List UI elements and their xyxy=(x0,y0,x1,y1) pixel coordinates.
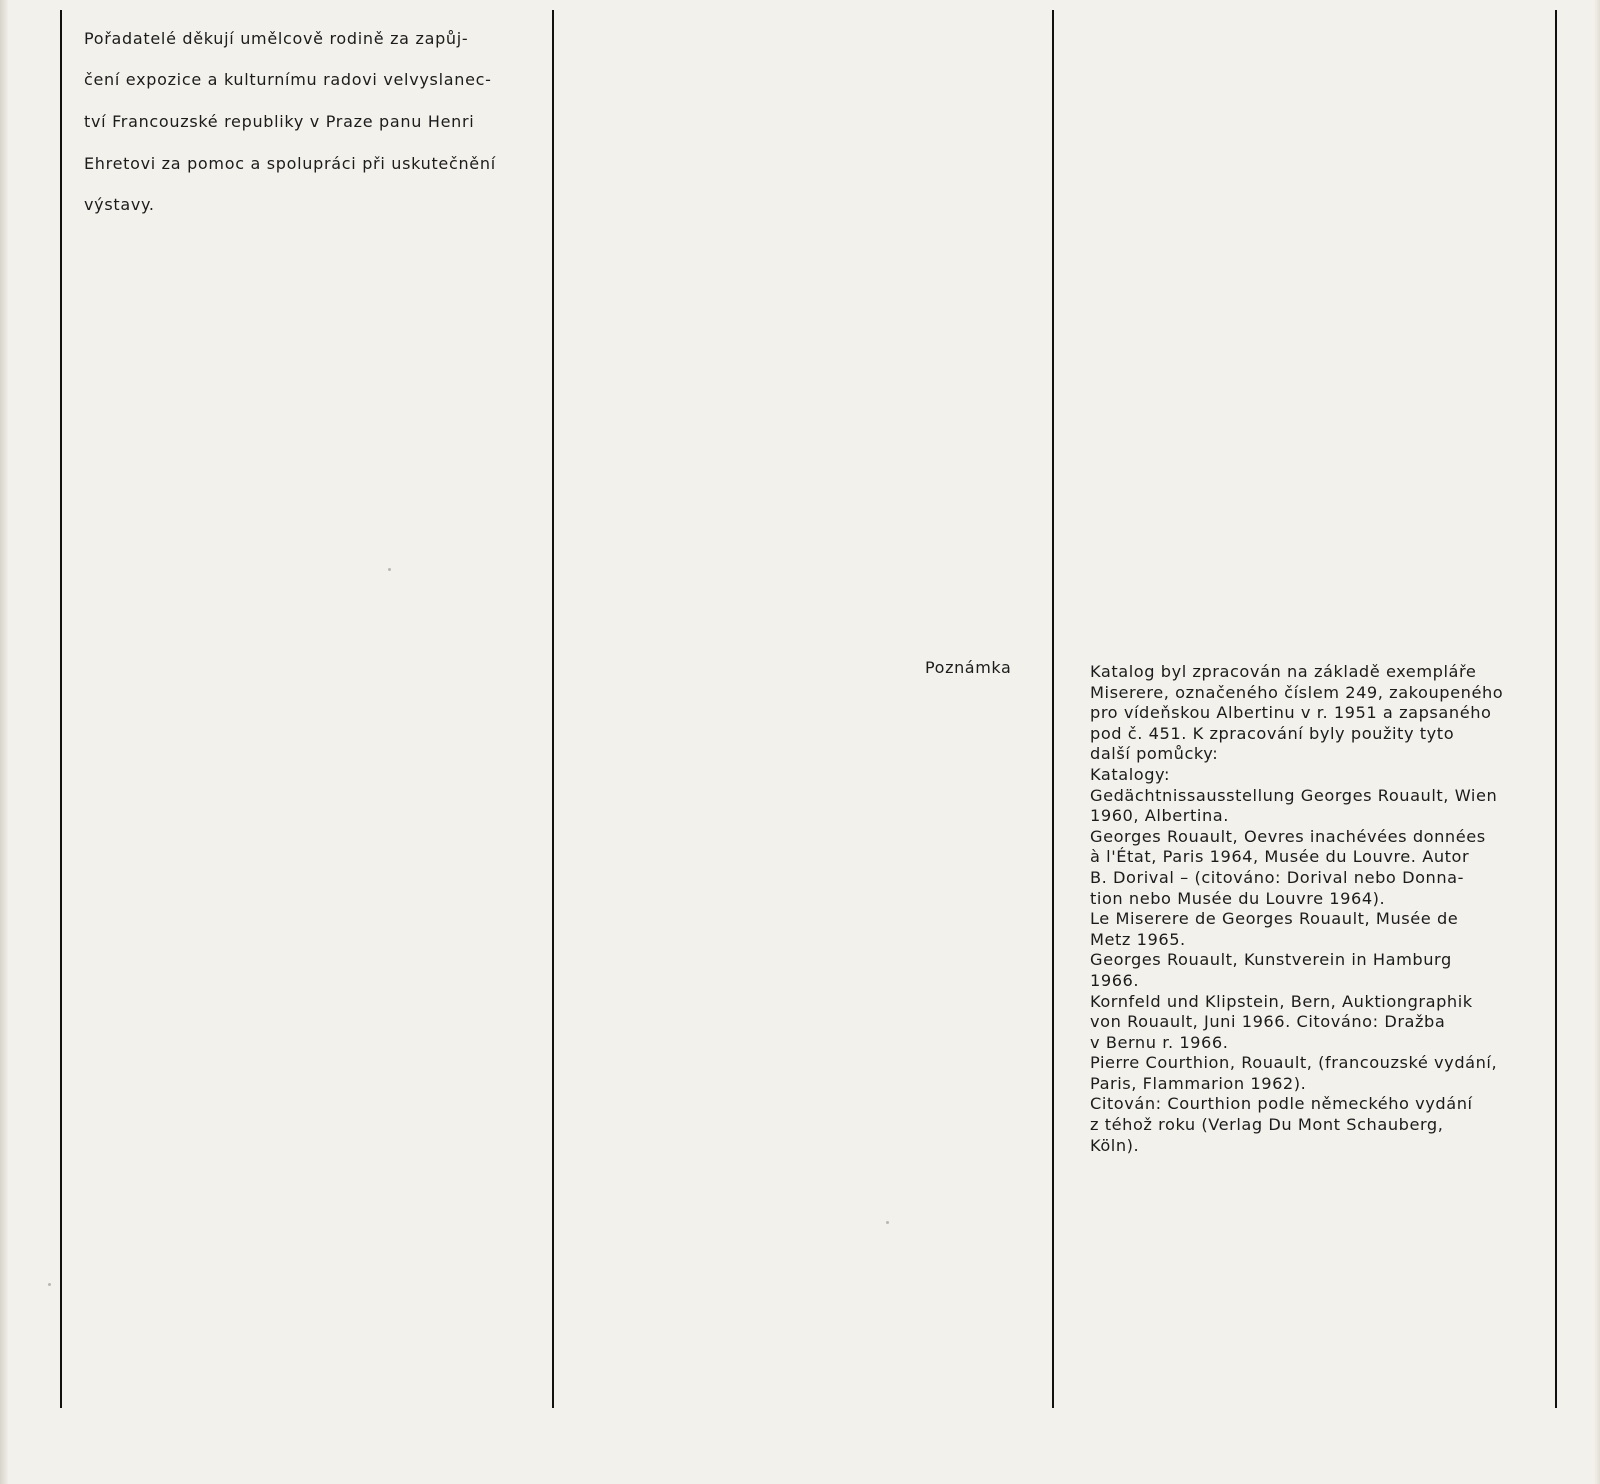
acknowledgement-line: tví Francouzské republiky v Praze panu Henri xyxy=(84,111,475,131)
note-line: Georges Rouault, Kunstverein in Hamburg xyxy=(1090,950,1452,970)
note-body xyxy=(1090,662,1525,1156)
page-edge-right xyxy=(1594,0,1600,1484)
column-rule-2 xyxy=(552,10,554,1408)
note-line: Georges Rouault, Oevres inachévées données xyxy=(1090,826,1486,846)
acknowledgement-paragraph xyxy=(84,8,519,237)
acknowledgement-line: čení expozice a kulturnímu radovi velvyslanec- xyxy=(84,70,492,90)
column-rule-3 xyxy=(1052,10,1054,1408)
note-line: pro vídeňskou Albertinu v r. 1951 a zapsaného xyxy=(1090,703,1492,723)
note-line: Paris, Flammarion 1962). xyxy=(1090,1073,1307,1093)
note-line: další pomůcky: xyxy=(1090,744,1219,764)
note-line: Citován: Courthion podle německého vydání xyxy=(1090,1094,1473,1114)
note-line: Miserere, označeného číslem 249, zakoupeného xyxy=(1090,682,1504,702)
note-line: Le Miserere de Georges Rouault, Musée de xyxy=(1090,909,1459,929)
note-line: v Bernu r. 1966. xyxy=(1090,1032,1229,1052)
note-heading: Poznámka xyxy=(925,658,1012,677)
acknowledgement-line: výstavy. xyxy=(84,195,155,215)
note-line: Metz 1965. xyxy=(1090,929,1186,949)
acknowledgement-line: Ehretovi za pomoc a spolupráci při uskutečnění xyxy=(84,153,496,173)
note-line: Kornfeld und Klipstein, Bern, Auktiongraphik xyxy=(1090,991,1473,1011)
note-line: Gedächtnissausstellung Georges Rouault, Wien xyxy=(1090,785,1498,805)
column-rule-4 xyxy=(1555,10,1557,1408)
note-line: von Rouault, Juni 1966. Citováno: Dražba xyxy=(1090,1012,1446,1032)
paper-speck xyxy=(886,1221,889,1224)
note-line: Köln). xyxy=(1090,1135,1140,1155)
page-edge-left xyxy=(0,0,8,1484)
note-line: 1966. xyxy=(1090,970,1140,990)
note-line: z téhož roku (Verlag Du Mont Schauberg, xyxy=(1090,1115,1444,1135)
note-line: Pierre Courthion, Rouault, (francouzské vydání, xyxy=(1090,1053,1498,1073)
note-line: Katalogy: xyxy=(1090,764,1170,784)
note-line: à l'État, Paris 1964, Musée du Louvre. Autor xyxy=(1090,847,1470,867)
note-line: Katalog byl zpracován na základě exempláře xyxy=(1090,662,1477,681)
note-line: B. Dorival – (citováno: Dorival nebo Donna- xyxy=(1090,867,1465,887)
column-rule-1 xyxy=(60,10,62,1408)
paper-speck xyxy=(388,568,391,571)
note-line: tion nebo Musée du Louvre 1964). xyxy=(1090,888,1386,908)
paper-speck xyxy=(48,1283,51,1286)
acknowledgement-line: Pořadatelé děkují umělcově rodině za zapůj- xyxy=(84,28,469,48)
note-line: 1960, Albertina. xyxy=(1090,806,1229,826)
note-line: pod č. 451. K zpracování byly použity tyto xyxy=(1090,723,1455,743)
